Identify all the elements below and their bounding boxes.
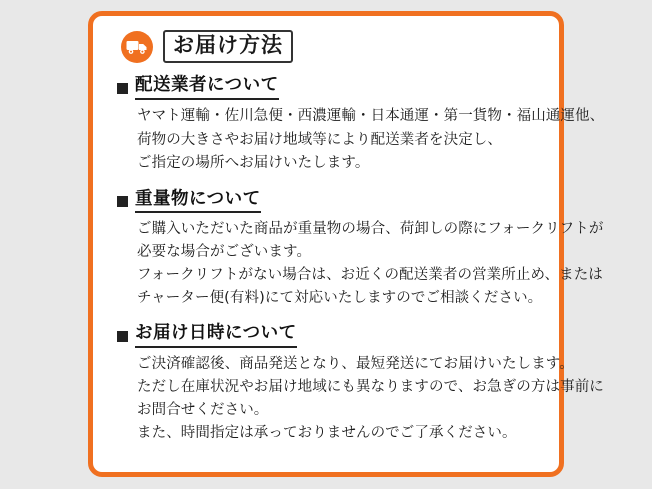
section-heavy-items (111, 188, 604, 311)
body-line: ご指定の場所へお届けいたします。 (137, 155, 370, 172)
black-square-bullet-icon (117, 331, 128, 342)
body-line: チャーター便(有料)にて対応いたしますのでご相談ください。 (137, 290, 543, 307)
black-square-bullet-icon (117, 83, 128, 94)
section-body (111, 218, 604, 310)
section-heading (111, 323, 541, 348)
section-heading (111, 75, 541, 100)
body-line: ただし在庫状況やお届け地域にも異なりますので、お急ぎの方は事前に (137, 378, 604, 395)
section-heading-label: 配送業者について (135, 75, 279, 100)
body-line: 必要な場合がございます。 (137, 244, 312, 261)
section-heading (111, 189, 541, 214)
body-line: ヤマト運輸・佐川急便・西濃運輸・日本通運・第一貨物・福山通運他、 (137, 108, 605, 125)
section-body (111, 353, 604, 445)
section-heading-label: 重量物について (135, 189, 261, 214)
page-title: お届け方法 (163, 30, 293, 63)
body-line: ご決済確認後、商品発送となり、最短発送にてお届けいたします。 (137, 355, 574, 372)
section-delivery-datetime (111, 323, 604, 445)
section-heading-label: お届け日時について (135, 323, 297, 348)
delivery-truck-icon (121, 31, 153, 63)
shipping-info-card (88, 11, 605, 477)
body-line: ご購入いただいた商品が重量物の場合、荷卸しの際にフォークリフトが (137, 221, 604, 238)
card-header (111, 30, 541, 63)
body-line: 荷物の大きさやお届け地域等により配送業者を決定し、 (137, 131, 502, 148)
black-square-bullet-icon (117, 196, 128, 207)
body-line: また、時間指定は承っておりませんのでご了承ください。 (137, 424, 517, 441)
body-line: お問合せください。 (137, 401, 269, 418)
section-shipping-carriers (111, 75, 605, 175)
section-body (111, 105, 605, 175)
body-line: フォークリフトがない場合は、お近くの配送業者の営業所止め、または (137, 267, 603, 284)
